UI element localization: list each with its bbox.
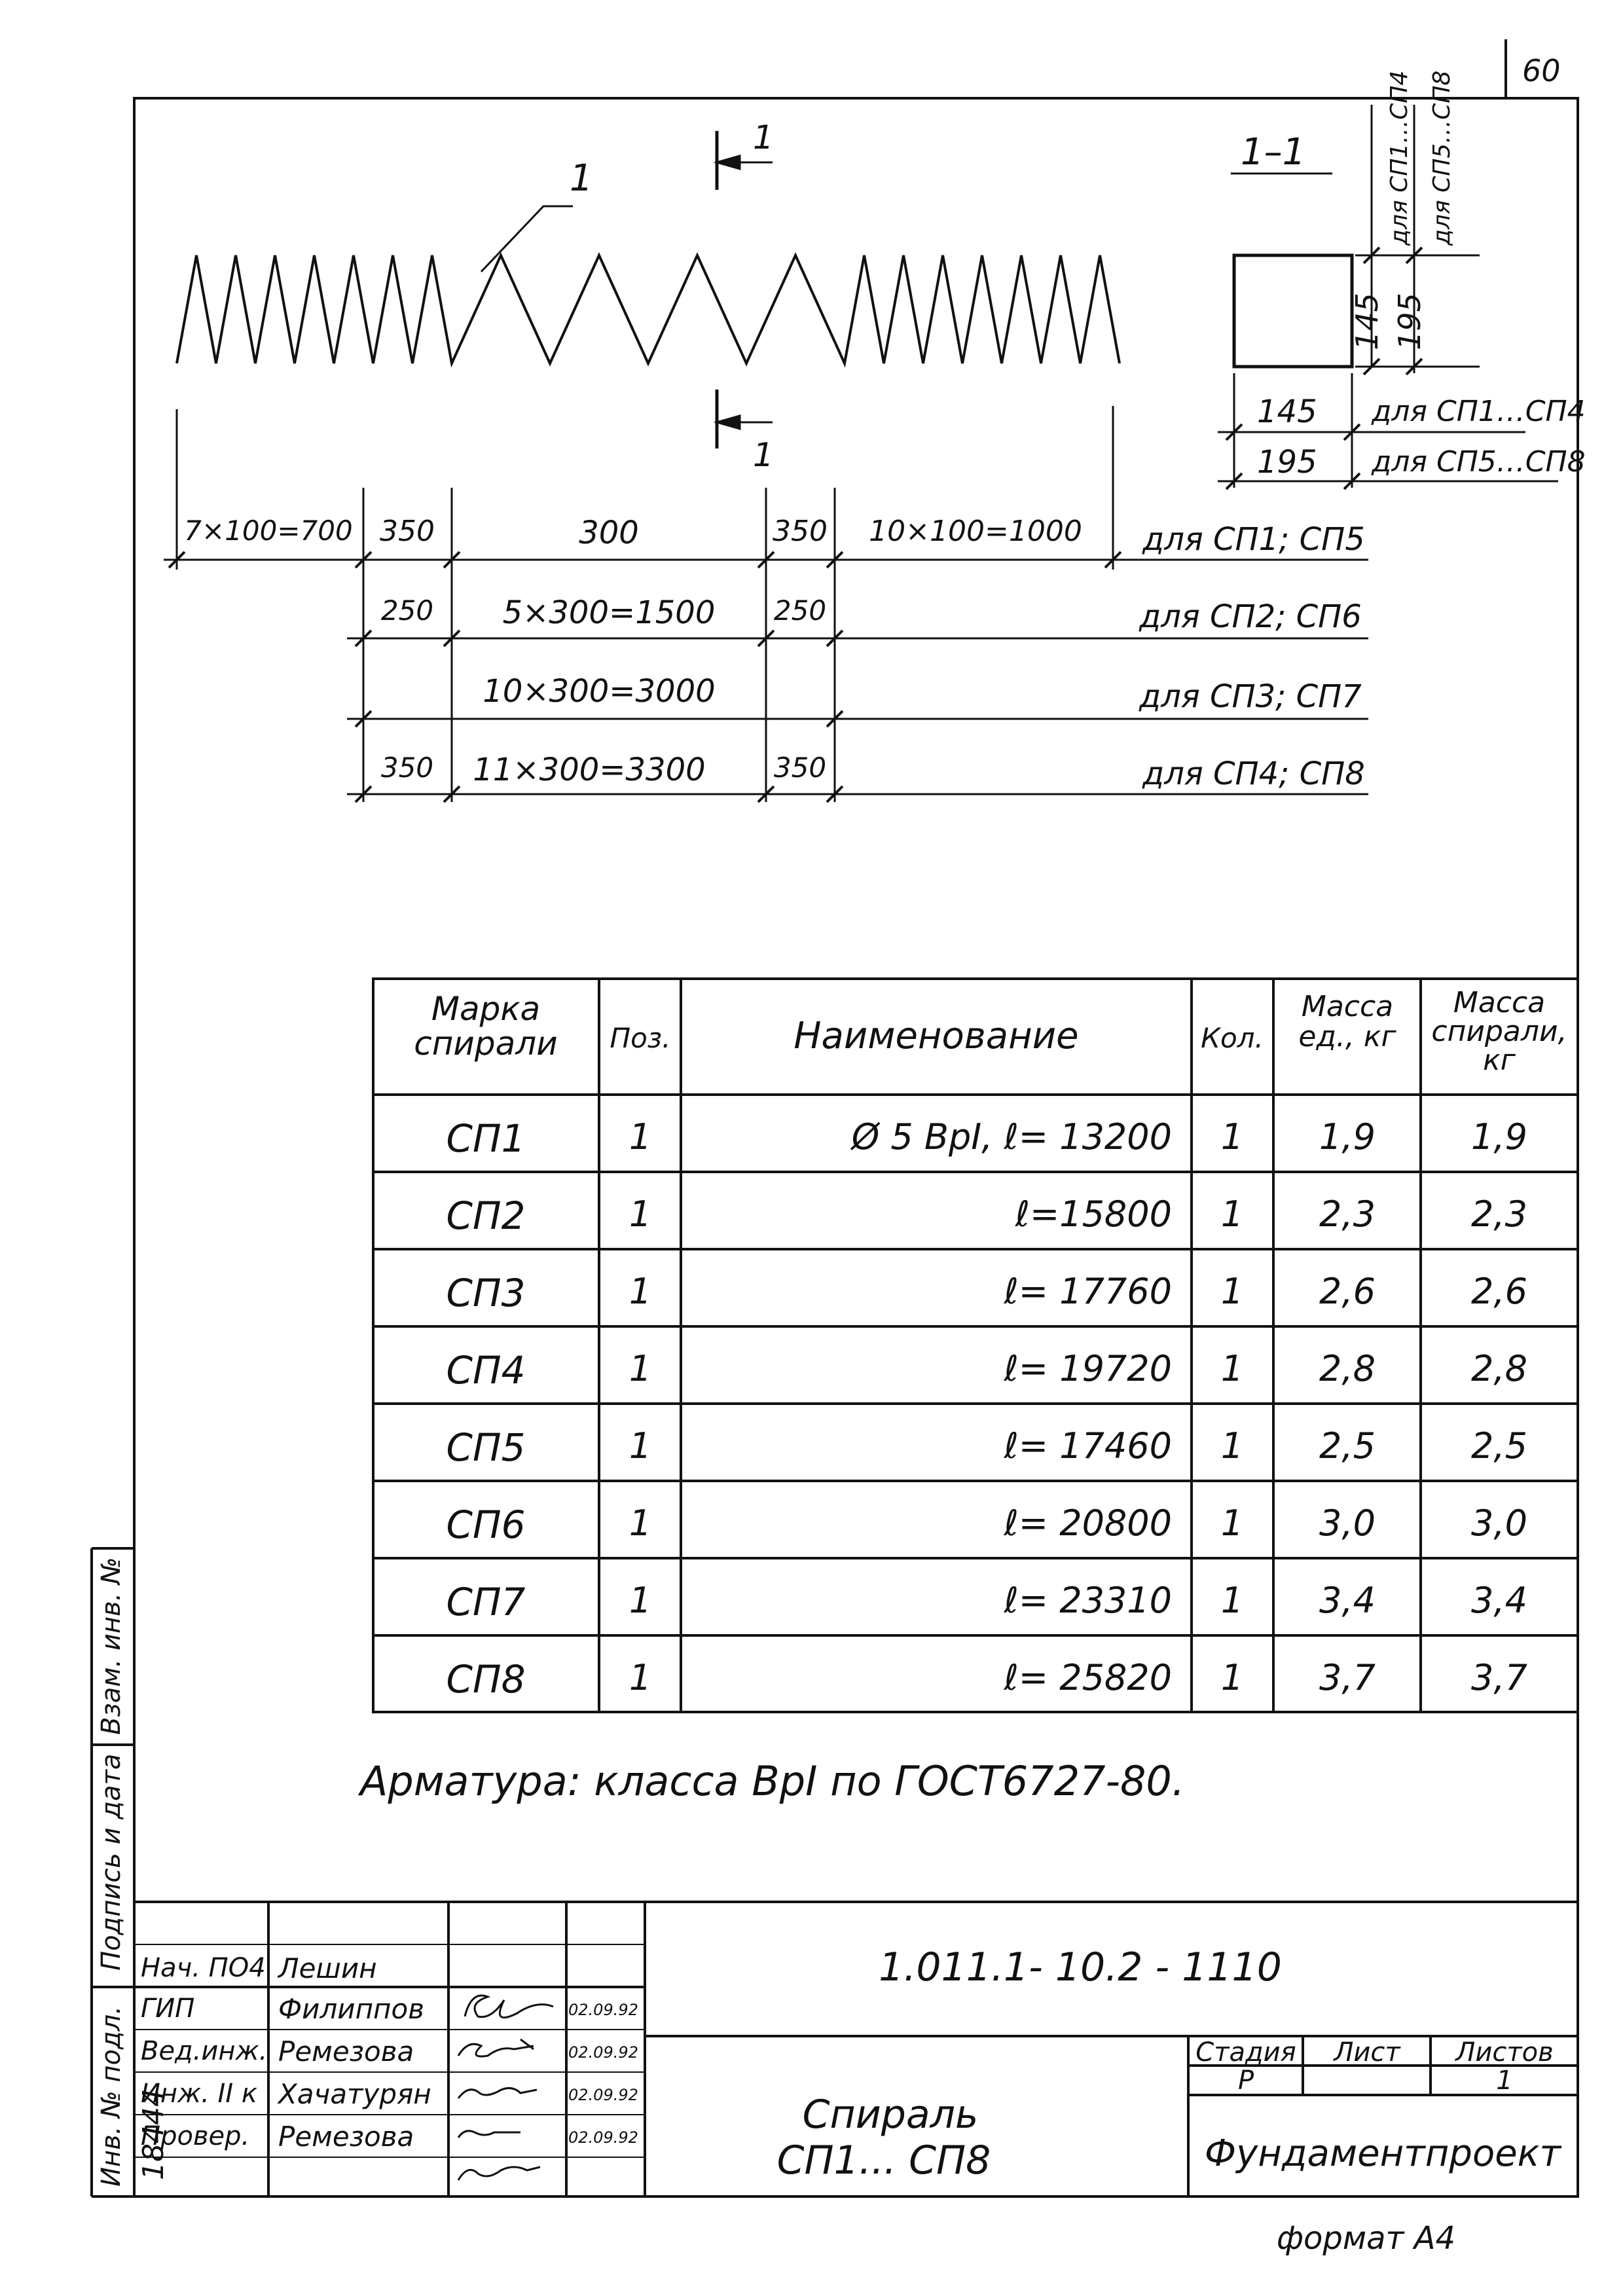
cell-qty: 1 <box>1220 1657 1244 1698</box>
cell-name: ℓ= 25820 <box>1004 1657 1172 1698</box>
staff-role: Инж. II к <box>141 2079 258 2109</box>
cell-mass-total: 3,0 <box>1471 1503 1527 1544</box>
dim-row1-seg5: 10×100=1000 <box>869 515 1082 548</box>
cell-pos: 1 <box>629 1503 652 1544</box>
dim-row2-seg2: 5×300=1500 <box>502 594 716 631</box>
cell-name: ℓ= 19720 <box>1004 1348 1172 1389</box>
signatures <box>458 1995 553 2180</box>
position-callout: 1 <box>570 157 593 200</box>
sheets-value: 1 <box>1496 2066 1513 2096</box>
cell-name: ℓ= 17460 <box>1004 1425 1172 1467</box>
doc-code: 1.011.1- 10.2 - 1110 <box>879 1944 1282 1990</box>
cell-mass-total: 2,5 <box>1471 1425 1527 1467</box>
header-pos: Поз. <box>610 1022 671 1054</box>
section-square <box>1234 255 1352 367</box>
cell-qty: 1 <box>1220 1271 1244 1312</box>
dim-row1-seg3: 300 <box>579 515 639 551</box>
cell-pos: 1 <box>629 1271 652 1312</box>
cell-mass-unit: 2,5 <box>1319 1425 1376 1467</box>
product-name: Спираль <box>802 2092 979 2138</box>
dim-row2-seg1: 250 <box>380 594 434 627</box>
section-mark-bottom-label: 1 <box>753 436 774 474</box>
cell-pos: 1 <box>629 1425 652 1467</box>
cell-qty: 1 <box>1220 1580 1244 1621</box>
dim-row2-label: для СП2; СП6 <box>1139 598 1362 635</box>
section-label-sp5-sp8: для СП5…СП8 <box>1372 445 1586 479</box>
header-qty: Кол. <box>1201 1022 1264 1054</box>
section-title: 1–1 <box>1241 131 1306 173</box>
staff-role: ГИП <box>141 1994 195 2024</box>
cell-mass-unit: 3,0 <box>1319 1503 1376 1544</box>
staff-role: Вед.инж. <box>141 2036 268 2066</box>
cell-qty: 1 <box>1220 1425 1244 1467</box>
header-mass-total: Масса спирали, кг <box>1431 986 1567 1077</box>
margin-inv-no-number: 18444 <box>137 2088 170 2180</box>
section-vert-label-sp1-sp4: для СП1…СП4 <box>1386 70 1413 246</box>
staff-name: Ремезова <box>278 2121 414 2153</box>
format-label: формат А4 <box>1277 2220 1456 2257</box>
dim-row4-seg3: 350 <box>773 752 827 784</box>
cell-mark: СП5 <box>446 1425 526 1470</box>
section-mark-top-label: 1 <box>753 118 774 156</box>
section-side-195: 195 <box>1257 444 1317 481</box>
cell-qty: 1 <box>1220 1503 1244 1544</box>
cell-mass-unit: 3,7 <box>1319 1657 1376 1698</box>
cell-pos: 1 <box>629 1348 652 1389</box>
cell-name: ℓ= 17760 <box>1004 1271 1172 1312</box>
cell-mark: СП1 <box>446 1116 526 1161</box>
section-side-145: 145 <box>1257 393 1317 430</box>
staff-role: Нач. ПО4 <box>141 1953 266 1983</box>
cell-mass-unit: 2,8 <box>1319 1348 1376 1389</box>
product-range: СП1... СП8 <box>776 2138 991 2183</box>
staff-name: Филиппов <box>278 1993 424 2025</box>
cell-qty: 1 <box>1220 1348 1244 1389</box>
cell-mark: СП2 <box>446 1194 526 1238</box>
staff-date: 02.09.92 <box>568 2001 638 2019</box>
dim-row1-seg2: 350 <box>380 515 435 548</box>
dim-row3-seg1: 10×300=3000 <box>483 673 716 710</box>
cell-name: ℓ= 23310 <box>1004 1580 1172 1621</box>
cell-pos: 1 <box>629 1657 652 1698</box>
section-label-sp1-sp4: для СП1…СП4 <box>1372 395 1586 428</box>
callout-leader <box>481 206 573 272</box>
organization: Фундаментпроект <box>1204 2132 1561 2175</box>
stage-value: Р <box>1237 2066 1254 2096</box>
staff-name: Ремезова <box>278 2035 414 2068</box>
staff-date: 02.09.92 <box>568 2128 638 2147</box>
cell-pos: 1 <box>629 1194 652 1235</box>
cell-mark: СП4 <box>446 1348 526 1393</box>
staff-name: Лешин <box>278 1952 377 1984</box>
margin-signature-label: Подпись и дата <box>96 1753 126 1971</box>
cell-mark: СП8 <box>446 1657 526 1702</box>
cell-mass-total: 2,8 <box>1471 1348 1527 1389</box>
dim-row1-label: для СП1; СП5 <box>1142 521 1365 558</box>
dim-row1-seg1: 7×100=700 <box>184 515 353 547</box>
cell-name: ℓ=15800 <box>1015 1194 1172 1235</box>
cell-mass-total: 2,6 <box>1471 1271 1527 1312</box>
spec-table-grid <box>373 979 1578 1712</box>
cell-qty: 1 <box>1220 1194 1244 1235</box>
cell-mass-unit: 2,6 <box>1319 1271 1376 1312</box>
dim-row2-seg3: 250 <box>773 594 827 627</box>
cell-mass-unit: 2,3 <box>1319 1194 1376 1235</box>
dim-row3-label: для СП3; СП7 <box>1139 678 1362 715</box>
header-mass-unit: Масса ед., кг <box>1298 990 1396 1054</box>
staff-name: Хачатурян <box>278 2078 431 2110</box>
spiral-drawing <box>177 255 1120 363</box>
staff-date: 02.09.92 <box>568 2086 638 2104</box>
page-number: 60 <box>1522 53 1561 88</box>
dim-row1-seg4: 350 <box>773 515 828 548</box>
cell-mass-unit: 3,4 <box>1319 1580 1376 1621</box>
cell-mark: СП6 <box>446 1503 526 1547</box>
dim-row4-seg1: 350 <box>380 752 434 784</box>
dim-row4-seg2: 11×300=3300 <box>473 752 706 788</box>
section-height-145: 145 <box>1349 293 1385 350</box>
sheets-label: Листов <box>1455 2037 1554 2068</box>
cell-mark: СП3 <box>446 1271 526 1315</box>
cell-mass-total: 3,4 <box>1471 1580 1527 1621</box>
staff-date: 02.09.92 <box>568 2043 638 2062</box>
cell-name: Ø 5 ВрI, ℓ= 13200 <box>851 1116 1172 1157</box>
header-name: Наименование <box>793 1015 1079 1057</box>
section-height-195: 195 <box>1392 293 1427 350</box>
staff-role: Провер. <box>141 2121 250 2151</box>
margin-replacement-label: Взам. инв. № <box>96 1557 126 1735</box>
sheet-label: Лист <box>1334 2037 1400 2068</box>
cell-mass-total: 3,7 <box>1471 1657 1527 1698</box>
stage-label: Стадия <box>1195 2037 1296 2068</box>
section-vert-label-sp5-sp8: для СП5…СП8 <box>1429 70 1455 246</box>
dim-row4-label: для СП4; СП8 <box>1142 756 1365 792</box>
cell-pos: 1 <box>629 1580 652 1621</box>
header-mark: Марка спирали <box>414 990 558 1063</box>
margin-inv-no-label: Инв. № подл. <box>96 2006 126 2187</box>
cell-mass-total: 2,3 <box>1471 1194 1527 1235</box>
cell-name: ℓ= 20800 <box>1004 1503 1172 1544</box>
cell-mark: СП7 <box>446 1580 526 1624</box>
reinforcement-note: Арматура: класса ВрI по ГОСТ6727-80. <box>360 1757 1185 1805</box>
cell-mass-total: 1,9 <box>1471 1116 1527 1157</box>
cell-qty: 1 <box>1220 1116 1244 1157</box>
cell-pos: 1 <box>629 1116 652 1157</box>
cell-mass-unit: 1,9 <box>1319 1116 1376 1157</box>
